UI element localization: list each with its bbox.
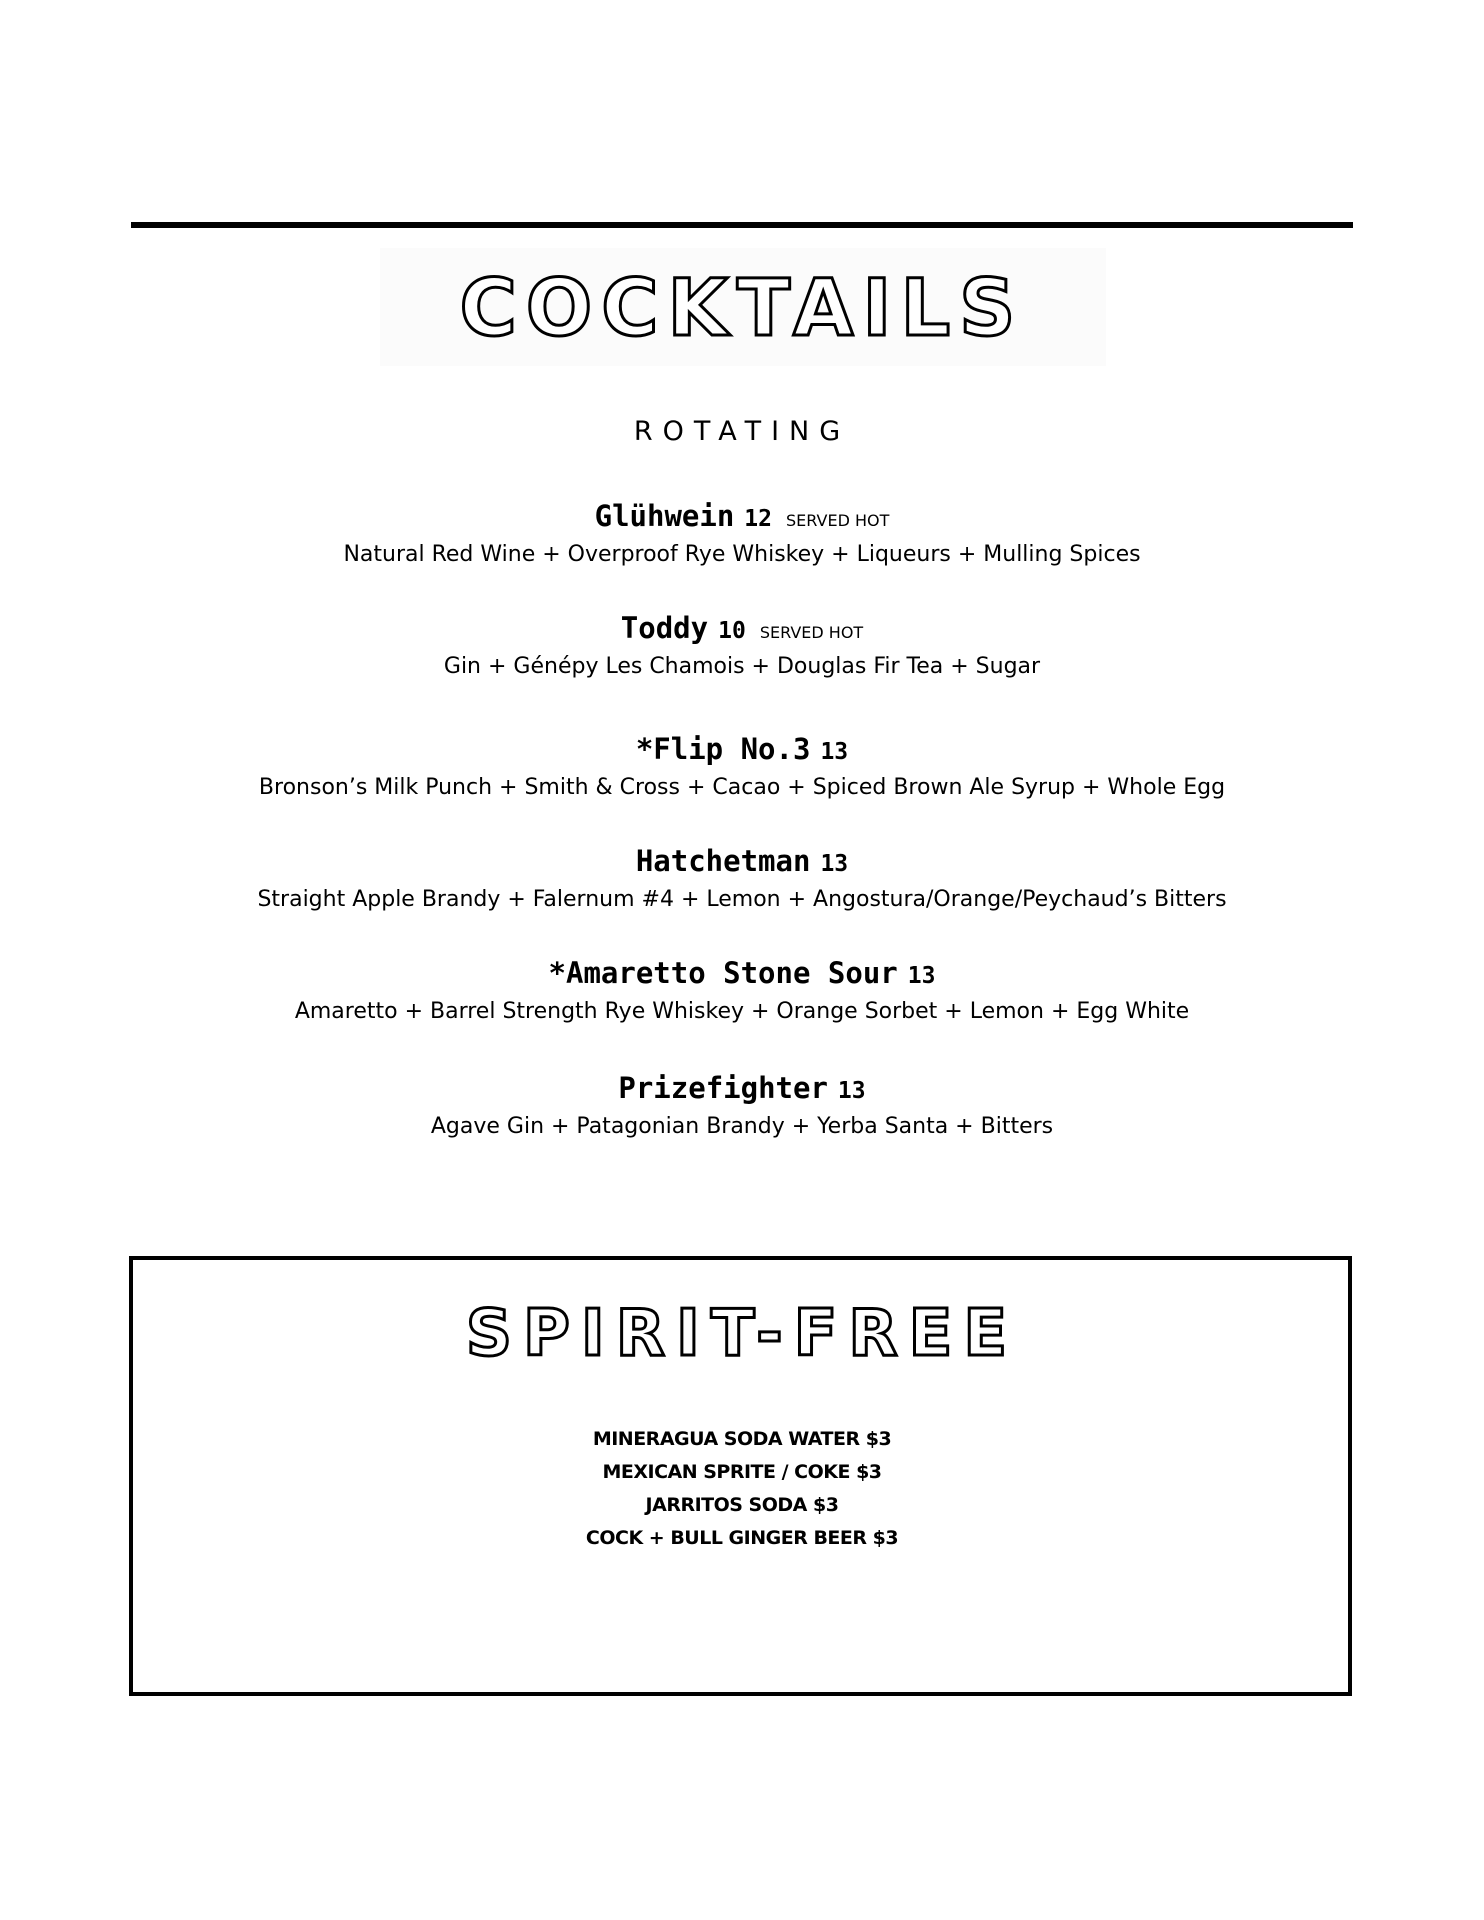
drink-ingredients: Amaretto + Barrel Strength Rye Whiskey + Orange Sorbet + Lemon + Egg White bbox=[294, 999, 1190, 1024]
spirit-free-list bbox=[0, 1423, 1484, 1555]
drink-name: Glühwein bbox=[594, 499, 735, 533]
list-item: COCK + BULL GINGER BEER $3 bbox=[585, 1527, 899, 1549]
drink-price: 12 bbox=[744, 506, 772, 532]
list-item: JARRITOS SODA $3 bbox=[645, 1494, 839, 1516]
drink-price: 10 bbox=[718, 618, 746, 644]
spirit-free-title: SPIRIT-FREE bbox=[465, 1297, 1019, 1371]
drink-name: *Amaretto Stone Sour bbox=[548, 956, 898, 990]
drink-price: 13 bbox=[837, 1078, 866, 1104]
drink-item-prizefighter bbox=[0, 1071, 1484, 1139]
drink-item-flip-no3 bbox=[0, 732, 1484, 800]
drink-ingredients: Agave Gin + Patagonian Brandy + Yerba Santa + Bitters bbox=[430, 1114, 1054, 1139]
drink-name: *Flip No.3 bbox=[635, 732, 811, 766]
drink-header bbox=[0, 499, 1484, 533]
drink-name: Prizefighter bbox=[618, 1071, 828, 1105]
drink-price: 13 bbox=[820, 851, 849, 877]
served-hot-note: SERVED HOT bbox=[786, 511, 890, 530]
drink-item-amaretto-stone-sour bbox=[0, 956, 1484, 1024]
drink-item-toddy bbox=[0, 611, 1484, 679]
drink-header bbox=[0, 1071, 1484, 1105]
served-hot-note: SERVED HOT bbox=[759, 623, 864, 642]
drink-ingredients: Bronson’s Milk Punch + Smith & Cross + Cacao + Spiced Brown Ale Syrup + Whole Egg bbox=[258, 775, 1226, 800]
drink-item-gluhwein bbox=[0, 499, 1484, 567]
drink-price: 13 bbox=[907, 963, 936, 989]
drink-header bbox=[0, 844, 1484, 878]
drink-ingredients: Straight Apple Brandy + Falernum #4 + Lemon + Angostura/Orange/Peychaud’s Bitters bbox=[257, 887, 1227, 912]
drink-header bbox=[0, 956, 1484, 990]
drink-ingredients: Natural Red Wine + Overproof Rye Whiskey + Liqueurs + Mulling Spices bbox=[343, 542, 1141, 567]
drink-price: 13 bbox=[820, 739, 849, 765]
top-divider bbox=[131, 222, 1353, 228]
list-item: MINERAGUA SODA WATER $3 bbox=[592, 1428, 892, 1450]
drink-header bbox=[0, 611, 1484, 645]
list-item: MEXICAN SPRITE / COKE $3 bbox=[602, 1461, 882, 1483]
drink-name: Toddy bbox=[620, 611, 709, 645]
drink-name: Hatchetman bbox=[635, 844, 811, 878]
rotating-subheading: ROTATING bbox=[633, 416, 851, 447]
drink-ingredients: Gin + Génépy Les Chamois + Douglas Fir Tea + Sugar bbox=[443, 654, 1041, 679]
drink-item-hatchetman bbox=[0, 844, 1484, 912]
drink-header bbox=[0, 732, 1484, 766]
cocktails-title: COCKTAILS bbox=[459, 264, 1025, 354]
